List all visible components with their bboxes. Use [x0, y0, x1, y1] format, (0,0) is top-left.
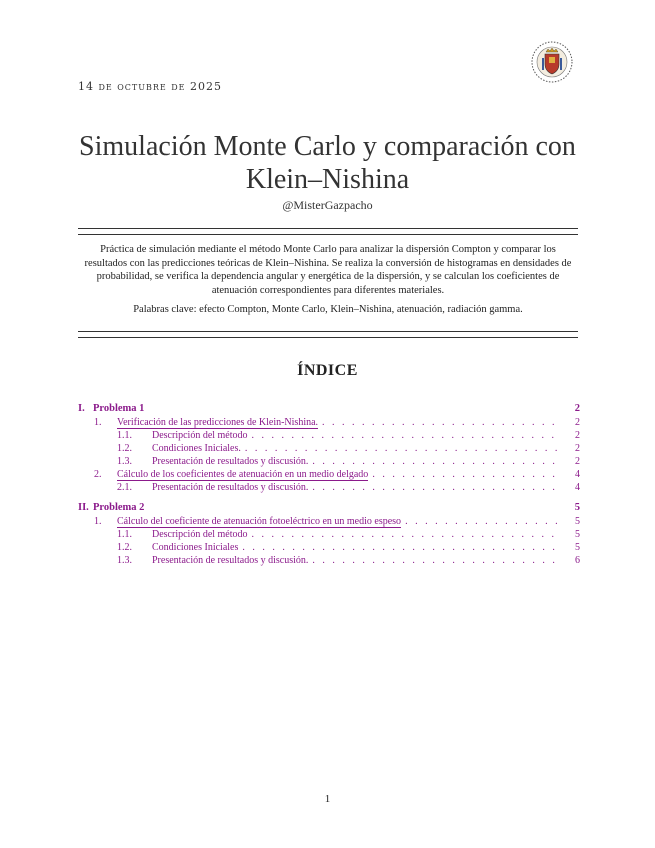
toc-label: Presentación de resultados y discusión. [152, 555, 309, 566]
toc-number: 1.3. [117, 555, 132, 566]
toc-number: I. [78, 403, 85, 414]
toc-label: Presentación de resultados y discusión. [152, 456, 309, 467]
toc-label: Condiciones Iniciales. [152, 443, 241, 454]
toc-leader [312, 554, 562, 567]
toc-entry-atenuacion-espeso[interactable] [78, 515, 580, 528]
table-of-contents [78, 401, 580, 567]
toc-page: 6 [575, 555, 580, 566]
toc-entry-descripcion-2[interactable] [78, 528, 580, 541]
abstract-text: Práctica de simulación mediante el método Monte Carlo para analizar la dispersión Compton y comparar los resultados con las predicciones teóricas de Klein–Nishina. Se realiza la conversión de histogramas en densidades de probabilidad, se verifica la dependencia angular y energética de la dispersión, y se calculan los coeficientes de atenuación correspondientes para diferentes materiales. [84, 244, 572, 296]
top-double-rule [78, 228, 578, 235]
toc-leader [312, 481, 562, 494]
toc-label: Presentación de resultados y discusión. [152, 482, 309, 493]
toc-number: 1. [94, 516, 102, 527]
toc-entry-problema-2[interactable] [78, 500, 580, 515]
keywords: Palabras clave: efecto Compton, Monte Carlo, Klein–Nishina, atenuación, radiación gamma. [133, 304, 523, 315]
toc-label: Cálculo del coeficiente de atenuación fotoeléctrico en un medio espeso [117, 516, 402, 527]
toc-leader [405, 515, 562, 528]
toc-label: Problema 2 [93, 502, 145, 513]
toc-number: 1.2. [117, 542, 132, 553]
toc-number: 1.1. [117, 430, 132, 441]
toc-number: 1.1. [117, 529, 132, 540]
bottom-double-rule [78, 331, 578, 338]
toc-leader [312, 455, 562, 468]
document-date: 14 de octubre de 2025 [78, 80, 222, 93]
toc-entry-condiciones-1[interactable] [78, 442, 580, 455]
toc-leader [252, 429, 562, 442]
toc-page: 2 [575, 456, 580, 467]
university-seal-icon [530, 40, 574, 84]
toc-page: 2 [575, 443, 580, 454]
toc-entry-problema-1[interactable] [78, 401, 580, 416]
toc-page: 2 [574, 403, 580, 414]
title-line-1: Simulación Monte Carlo y comparación con [79, 131, 576, 162]
toc-page: 4 [575, 482, 580, 493]
toc-entry-condiciones-2[interactable] [78, 541, 580, 554]
toc-page: 2 [575, 417, 580, 428]
author: @MisterGazpacho [282, 198, 373, 212]
toc-number: 1. [94, 417, 102, 428]
toc-page: 5 [575, 542, 580, 553]
toc-number: 2. [94, 469, 102, 480]
toc-label: Descripción del método [152, 529, 248, 540]
toc-page: 5 [574, 502, 580, 513]
toc-entry-descripcion-1[interactable] [78, 429, 580, 442]
toc-leader [242, 541, 562, 554]
toc-number: 1.2. [117, 443, 132, 454]
toc-entry-resultados-3[interactable] [78, 554, 580, 567]
toc-page: 5 [575, 516, 580, 527]
toc-number: II. [78, 502, 89, 513]
abstract [78, 243, 578, 317]
toc-entry-resultados-1[interactable] [78, 455, 580, 468]
toc-page: 2 [575, 430, 580, 441]
toc-number: 2.1. [117, 482, 132, 493]
toc-leader [252, 528, 562, 541]
document-title [60, 130, 595, 196]
toc-entry-klein-nishina[interactable] [78, 416, 580, 429]
toc-label: Descripción del método [152, 430, 248, 441]
toc-label: Cálculo de los coeficientes de atenuación en un medio delgado [117, 469, 369, 480]
toc-leader [372, 468, 562, 481]
toc-label: Problema 1 [93, 403, 145, 414]
toc-number: 1.3. [117, 456, 132, 467]
toc-entry-atenuacion-delgado[interactable] [78, 468, 580, 481]
toc-heading: ÍNDICE [297, 362, 358, 379]
toc-label: Condiciones Iniciales [152, 542, 239, 553]
page-number: 1 [324, 793, 331, 805]
toc-entry-resultados-2[interactable] [78, 481, 580, 494]
title-line-2: Klein–Nishina [245, 164, 410, 195]
toc-leader [245, 442, 562, 455]
toc-leader [322, 416, 562, 429]
toc-page: 5 [575, 529, 580, 540]
toc-page: 4 [575, 469, 580, 480]
toc-label: Verificación de las predicciones de Klein-Nishina. [117, 417, 319, 428]
